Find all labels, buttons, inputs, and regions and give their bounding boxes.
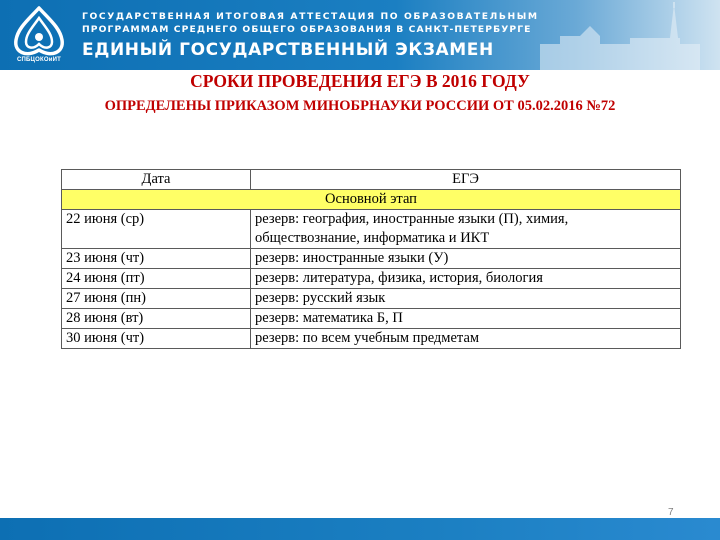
row-exam: резерв: математика Б, П bbox=[251, 309, 681, 329]
exam-schedule-table bbox=[61, 169, 681, 349]
row-date: 24 июня (пт) bbox=[62, 269, 251, 289]
column-header-date: Дата bbox=[62, 170, 251, 190]
footer-bar bbox=[0, 518, 720, 540]
table-header-row bbox=[62, 170, 681, 190]
row-exam: резерв: иностранные языки (У) bbox=[251, 249, 681, 269]
banner-title: ЕДИНЫЙ ГОСУДАРСТВЕННЫЙ ЭКЗАМЕН bbox=[82, 40, 494, 60]
header-banner bbox=[0, 0, 720, 70]
city-skyline-decoration bbox=[520, 0, 720, 70]
page-title: СРОКИ ПРОВЕДЕНИЯ ЕГЭ В 2016 ГОДУ bbox=[190, 71, 530, 91]
org-name-line-1: ГОСУДАРСТВЕННАЯ ИТОГОВАЯ АТТЕСТАЦИЯ ПО ОБРАЗОВАТЕЛЬНЫМ bbox=[82, 11, 539, 22]
table-row bbox=[62, 249, 681, 269]
logo-label: СПБЦОКОиИТ bbox=[16, 57, 61, 63]
table-row bbox=[62, 289, 681, 309]
row-date: 27 июня (пн) bbox=[62, 289, 251, 309]
org-name-line-2: ПРОГРАММАМ СРЕДНЕГО ОБЩЕГО ОБРАЗОВАНИЯ В САНКТ-ПЕТЕРБУРГЕ bbox=[82, 24, 532, 35]
table-row bbox=[62, 329, 681, 349]
row-exam bbox=[251, 210, 681, 249]
row-date: 22 июня (ср) bbox=[62, 210, 251, 249]
table-row bbox=[62, 309, 681, 329]
row-exam-line-1: резерв: география, иностранные языки (П), химия, bbox=[255, 211, 569, 227]
row-date: 28 июня (вт) bbox=[62, 309, 251, 329]
table-row bbox=[62, 269, 681, 289]
row-exam-line-2: обществознание, информатика и ИКТ bbox=[255, 230, 490, 246]
page-number: 7 bbox=[668, 507, 674, 518]
column-header-exam: ЕГЭ bbox=[251, 170, 681, 190]
stage-row bbox=[62, 190, 681, 210]
table-row bbox=[62, 210, 681, 249]
stage-label: Основной этап bbox=[62, 190, 681, 210]
page-subtitle: ОПРЕДЕЛЕНЫ ПРИКАЗОМ МИНОБРНАУКИ РОССИИ ОТ 05.02.2016 №72 bbox=[104, 98, 616, 114]
row-exam: резерв: по всем учебным предметам bbox=[251, 329, 681, 349]
row-exam: резерв: литература, физика, история, биология bbox=[251, 269, 681, 289]
row-exam: резерв: русский язык bbox=[251, 289, 681, 309]
row-date: 23 июня (чт) bbox=[62, 249, 251, 269]
row-date: 30 июня (чт) bbox=[62, 329, 251, 349]
